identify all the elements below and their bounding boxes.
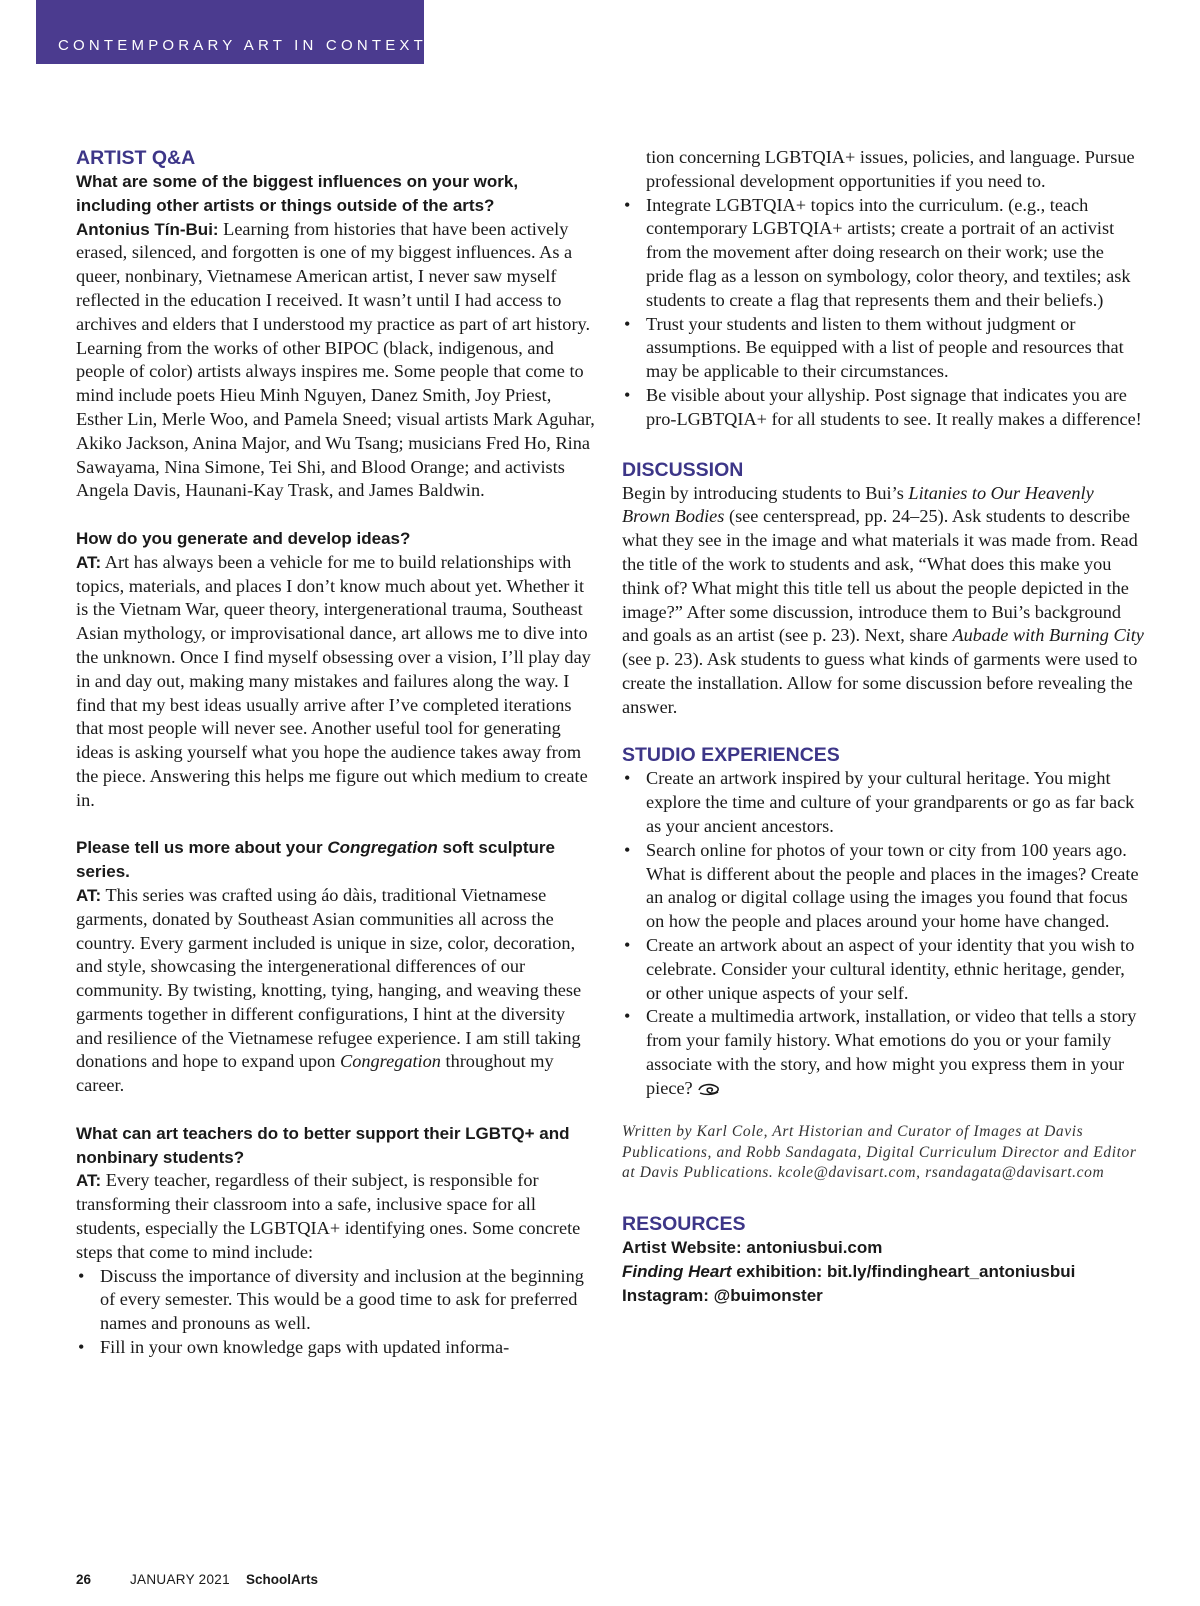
resource-website[interactable]: Artist Website: antoniusbui.com bbox=[622, 1237, 883, 1257]
question-3: Please tell us more about your Congregation soft sculpture series. bbox=[76, 838, 555, 882]
step-item: • Be visible about your allyship. Post signage that indicates you are pro-LGBTQIA+ for all students to see. It really makes a difference! bbox=[622, 384, 1144, 432]
discussion-text: Begin by introducing students to Bui’s Litanies to Our Heavenly Brown Bodies (see centerspread, pp. 24–25). Ask students to describe what they see in the image and what materials it was made from. Read the title of the work to students and ask, “What does this make you think of? What might this title tell us about the people depicted in the image?” After some discussion, introduce them to Bui’s background and goals as an artist (see p. 23). Next, share Aubade with Burning City (see p. 23). Ask students to guess what kinds of garments were used to create the installation. Allow for some discussion before revealing the answer. bbox=[622, 482, 1144, 717]
resource-instagram[interactable]: Instagram: @buimonster bbox=[622, 1285, 823, 1305]
left-column bbox=[76, 146, 596, 1360]
resources-heading: RESOURCES bbox=[622, 1212, 746, 1235]
speaker-name: Antonius Tín-Bui: bbox=[76, 219, 219, 239]
answer-3: AT: This series was crafted using áo dàis, traditional Vietnamese garments, donated by Southeast Asian communities all across the country. Every garment included is unique in size, color, decoration, and style, showcasing the intergenerational differences of our community. By twisting, knotting, tying, hanging, and weaving these garments together in different configurations, I hint at the diversity and resilience of the Vietnamese refugee experience. I am still taking donations and hope to expand upon Congregation throughout my career. bbox=[76, 884, 582, 1096]
studio-item: • Search online for photos of your town or city from 100 years ago. What is different about the people and places in the images? Create an analog or digital collage using the images you found that focus on how the people and places around your home have changed. bbox=[622, 839, 1144, 934]
author-credit: Written by Karl Cole, Art Historian and Curator of Images at Davis Publications, and Robb Sandagata, Digital Curriculum Director and Editor at Davis Publications. kcole@davisart.com, rsandagata@davisart.com bbox=[622, 1123, 1137, 1182]
page-footer bbox=[76, 1572, 318, 1587]
question-2: How do you generate and develop ideas? bbox=[76, 528, 411, 548]
artist-qa-heading: ARTIST Q&A bbox=[76, 147, 196, 169]
issue-date: JANUARY 2021 bbox=[130, 1572, 230, 1587]
speaker-initials: AT: bbox=[76, 552, 102, 572]
section-label: CONTEMPORARY ART IN CONTEXT bbox=[58, 37, 428, 54]
studio-item: • Create an artwork about an aspect of your identity that you wish to celebrate. Consider your cultural identity, ethnic heritage, gender, or other unique aspects of your self. bbox=[622, 934, 1144, 1005]
artwork-title: Litanies to Our Heavenly Brown Bodies bbox=[622, 482, 1094, 527]
answer-4: AT: Every teacher, regardless of their subject, is responsible for transforming their classroom into a safe, inclusive space for all students, especially the LGBTQIA+ identifying ones. Some concrete steps that come to mind include: bbox=[76, 1170, 581, 1262]
section-header-tab bbox=[36, 0, 428, 64]
studio-experiences-heading: STUDIO EXPERIENCES bbox=[622, 744, 840, 767]
speaker-initials: AT: bbox=[76, 885, 102, 905]
question-1: What are some of the biggest influences on your work, including other artists or things outside of the arts? bbox=[76, 172, 519, 215]
step-item: • Integrate LGBTQIA+ topics into the curriculum. (e.g., teach contemporary LGBTQIA+ artists; create a portrait of an activist from the movement after doing research on their work; use the pride flag as a lesson on symbology, color theory, and textiles; ask students to create a flag that represents them and their beliefs.) bbox=[622, 194, 1144, 313]
steps-list-part-1 bbox=[76, 1265, 596, 1360]
answer-2: AT: Art has always been a vehicle for me to build relationships with topics, materials, and places I don’t know much about yet. Whether it is the Vietnam War, queer theory, intergenerational trauma, Southeast Asian mythology, or improvisational dance, art allows me to dive into the unknown. Once I find myself obsessing over a vision, I’ll play day in and day out, making many mistakes and failures along the way. I find that my best ideas usually arrive after I’ve completed iterations that most people will never see. Another useful tool for generating ideas is asking yourself what you hope the audience takes away from the piece. Answering this helps me figure out which medium to create in. bbox=[76, 551, 591, 810]
resource-exhibition[interactable]: Finding Heart exhibition: bit.ly/findingheart_antoniusbui bbox=[622, 1261, 1076, 1281]
step-item: • Trust your students and listen to them without judgment or assumptions. Be equipped with a list of people and resources that may be applicable to their circumstances. bbox=[622, 313, 1144, 384]
studio-item: • Create a multimedia artwork, installation, or video that tells a story from your family history. What emotions do you or your family associate with the story, and how might you express them in your piece? bbox=[622, 1005, 1144, 1100]
step-item: • Fill in your own knowledge gaps with updated informa- bbox=[76, 1336, 596, 1360]
magazine-name: SchoolArts bbox=[246, 1572, 319, 1587]
steps-list-part-2 bbox=[622, 194, 1144, 432]
steps-list-continued: tion concerning LGBTQIA+ issues, policies, and language. Pursue professional development opportunities if you need to. bbox=[646, 147, 1135, 191]
studio-experiences-list bbox=[622, 767, 1144, 1100]
answer-1: Antonius Tín-Bui: Learning from histories that have been actively erased, silenced, and forgotten is one of my biggest influences. As a queer, nonbinary, Vietnamese American artist, I never saw myself reflected in the education I received. It wasn’t until I had access to archives and elders that I understood my practice as part of art history. Learning from the works of other BIPOC (black, indigenous, and people of color) artists always inspires me. Some people that come to mind include poets Hieu Minh Nguyen, Danez Smith, Joy Priest, Esther Lin, Merle Woo, and Pamela Sneed; visual artists Mark Aguhar, Akiko Jackson, Anina Major, and Wu Tsang; musicians Fred Ho, Rina Sawayama, Nina Simone, Tei Shi, and Blood Orange; and activists Angela Davis, Haunani-Kay Trask, and James Baldwin. bbox=[76, 218, 595, 501]
right-column bbox=[622, 146, 1144, 1308]
studio-item: • Create an artwork inspired by your cultural heritage. You might explore the time and culture of your grandparents or go as far back as your ancient ancestors. bbox=[622, 767, 1144, 838]
discussion-heading: DISCUSSION bbox=[622, 458, 744, 481]
step-item: • Discuss the importance of diversity and inclusion at the beginning of every semester. This would be a good time to ask for preferred names and pronouns as well. bbox=[76, 1265, 596, 1336]
question-4: What can art teachers do to better support their LGBTQ+ and nonbinary students? bbox=[76, 1123, 570, 1167]
swirl-end-mark-icon bbox=[697, 1082, 721, 1096]
page-number: 26 bbox=[76, 1572, 92, 1587]
speaker-initials: AT: bbox=[76, 1171, 102, 1191]
artwork-title: Aubade with Burning City bbox=[952, 625, 1144, 646]
